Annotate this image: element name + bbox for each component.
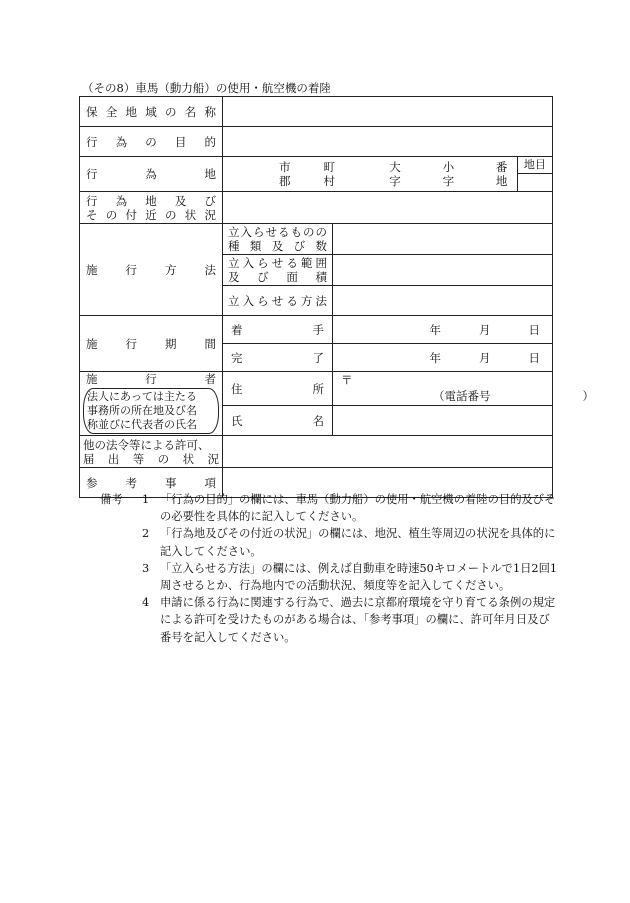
location-parts: [223, 157, 552, 191]
jt-location: 行 為 地: [86, 167, 216, 181]
label-mura: 村: [323, 174, 336, 188]
jt-location-status-1: 行 為 地 及 び: [86, 193, 216, 208]
jt-end: 完 了: [231, 350, 324, 365]
label-way: [223, 286, 333, 316]
jt-method: 施 行 方 法: [86, 262, 216, 277]
month-unit: 月: [479, 350, 491, 365]
jt-reference: 参 考 事 項: [86, 475, 216, 490]
year-unit: 年: [429, 322, 441, 337]
shi-gun: [279, 160, 335, 188]
note-text: 「立入らせる方法」の欄には、例えば自動車を時速50キロメートルで1日2回1周させるとか、行為地内での活動状況、頻度等を記入してください。: [160, 561, 558, 593]
label-method: [80, 224, 223, 316]
jt-range-2: 及 び 面 積: [228, 270, 327, 284]
start-date: [333, 323, 552, 337]
label-other-permits: [80, 436, 223, 468]
label-purpose: [80, 127, 223, 157]
form-caption: （その8）車馬（動力船）の使用・航空機の着陸: [82, 81, 331, 95]
row-location-status: [80, 192, 553, 224]
paren-line-2: 事務所の所在地及び名: [87, 404, 197, 417]
end-date: [333, 351, 552, 365]
label-banchi: 番地: [495, 160, 508, 188]
jt-location-status-2: そ の 付 近 の 状 況: [86, 207, 216, 222]
note-item-1: [100, 491, 560, 525]
day-unit: 日: [528, 322, 540, 337]
note-item-2: [100, 525, 560, 559]
note-num: 3: [142, 561, 150, 575]
address-content: [333, 372, 594, 405]
jt-kinds-2: 種 類 及 び 数: [228, 239, 327, 253]
label-start: [223, 316, 333, 344]
postal-mark: 〒: [341, 373, 353, 387]
label-area-name: [80, 97, 223, 127]
label-name: [223, 406, 333, 436]
note-text: 「行為の目的」の欄には、車馬（動力船）の使用・航空機の着陸の目的及びその必要性を具体的に記入してください。: [160, 493, 556, 524]
notes-head: 備考: [100, 493, 123, 506]
input-other-permits[interactable]: [223, 436, 553, 468]
note-num: 4: [142, 596, 150, 610]
input-end-date[interactable]: [333, 344, 553, 372]
label-address: [223, 372, 333, 406]
label-operator: [80, 372, 223, 436]
row-method-kinds: [80, 224, 553, 255]
label-kinds: [223, 224, 333, 255]
application-form-table: [79, 96, 594, 498]
jt-way: 立 入 ら せ る 方 法: [228, 293, 327, 308]
label-location-status: [80, 192, 223, 224]
label-gun: 郡: [279, 174, 291, 188]
other-permits-line-1: 他の法令等による許可、: [83, 437, 210, 452]
jt-address: 住 所: [231, 381, 324, 396]
paren-line-3: 称並びに代表者の氏名: [87, 418, 197, 431]
input-chimoku[interactable]: [518, 174, 552, 191]
input-location-status[interactable]: [223, 192, 553, 224]
jt-range-1: 立 入 ら せ る 範 囲: [228, 256, 327, 270]
operator-paren-note: [83, 388, 219, 434]
row-other-permits: [80, 436, 553, 468]
chimoku-box: [517, 157, 552, 191]
jt-area-name: 保 全 地 域 の 名 称: [86, 104, 216, 119]
jt-start: 着 手: [231, 322, 324, 337]
row-area-name: [80, 97, 553, 127]
label-machi: 町: [323, 160, 336, 174]
month-unit: 月: [479, 322, 491, 337]
label-end: [223, 344, 333, 372]
jt-operator: 施 行 者: [86, 372, 216, 386]
input-start-date[interactable]: [333, 316, 553, 344]
label-koaza: 小字: [442, 160, 455, 188]
row-operator-address: [80, 372, 553, 406]
day-unit: 日: [528, 350, 540, 365]
label-location: [80, 157, 223, 192]
jt-kinds-1: 立 入 ら せ る も の の: [228, 225, 327, 239]
input-range[interactable]: [333, 255, 553, 286]
jt-period: 施 行 期 間: [86, 336, 216, 351]
label-oaza: 大字: [389, 160, 401, 188]
jt-purpose: 行 為 の 目 的: [86, 134, 216, 149]
note-text: 申請に係る行為に関連する行為で、過去に京都府環境を守り育てる条例の規定による許可を受けたものがある場合は、「参考事項」の欄に、許可年月日及び番号を記入してください。: [160, 596, 556, 644]
input-area-name[interactable]: [223, 97, 553, 127]
input-location[interactable]: [223, 157, 553, 192]
input-kinds[interactable]: [333, 224, 553, 255]
year-unit: 年: [429, 350, 441, 365]
note-text: 「行為地及びその付近の状況」の欄には、地況、植生等周辺の状況を具体的に記入してください。: [160, 527, 556, 558]
jt-name: 氏 名: [231, 413, 324, 428]
notes-section: [100, 491, 560, 646]
input-purpose[interactable]: [223, 127, 553, 157]
input-name[interactable]: [333, 406, 553, 436]
input-way[interactable]: [333, 286, 553, 316]
row-period-start: [80, 316, 553, 344]
row-purpose: [80, 127, 553, 157]
jt-other-permits-2: 届 出 等 の 状 況: [83, 451, 219, 466]
paren-line-1: 法人にあっては主たる: [87, 390, 197, 403]
label-chimoku: 地目: [518, 157, 552, 174]
label-range: [223, 255, 333, 286]
label-shi: 市: [279, 160, 291, 174]
note-num: 1: [142, 493, 150, 506]
note-item-3: [100, 560, 560, 594]
label-period: [80, 316, 223, 372]
note-item-4: [100, 594, 560, 646]
note-num: 2: [142, 527, 150, 541]
phone-label: （電話番号 ）: [433, 389, 594, 403]
row-location: [80, 157, 553, 192]
input-address[interactable]: [333, 372, 594, 406]
